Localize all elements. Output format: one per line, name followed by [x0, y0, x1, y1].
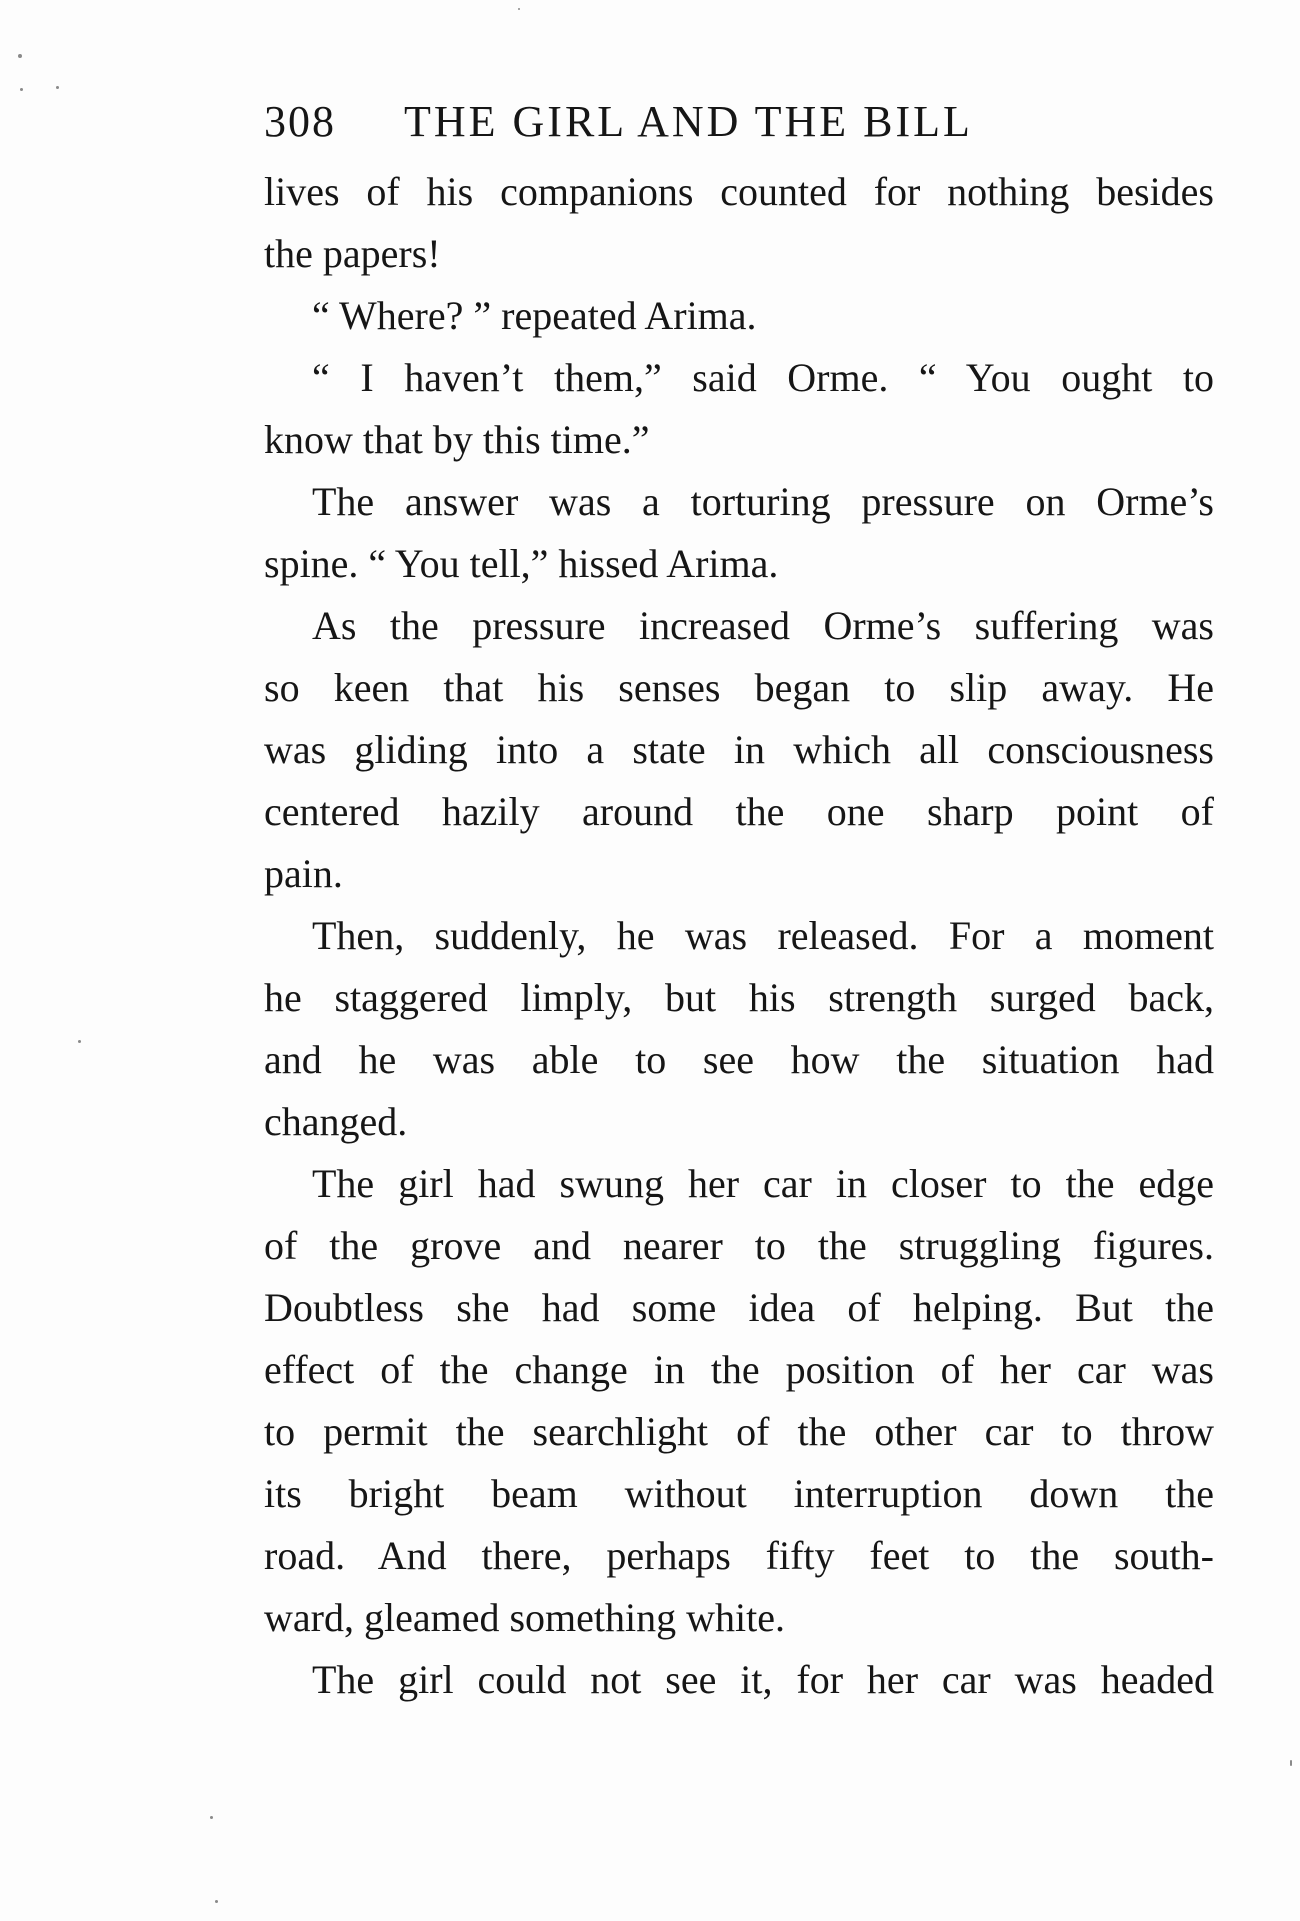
text-line: The girl had swung her car in closer to the edge: [312, 1161, 1214, 1206]
text-line: to permit the searchlight of the other car to throw: [264, 1409, 1214, 1454]
text-line: he staggered limply, but his strength surged back,: [264, 975, 1214, 1020]
scan-speck: [215, 1900, 218, 1903]
text-line: its bright beam without interruption down the: [264, 1471, 1214, 1516]
text-line: “ Where? ” repeated Arima.: [312, 293, 757, 338]
text-line: “ I haven’t them,” said Orme. “ You ought to: [312, 355, 1214, 400]
text-line: effect of the change in the position of her car was: [264, 1347, 1214, 1392]
text-line: and he was able to see how the situation had: [264, 1037, 1214, 1082]
scan-speck: [210, 1816, 213, 1819]
text-line: was gliding into a state in which all consciousness: [264, 727, 1214, 772]
text-line: the papers!: [264, 231, 441, 276]
text-line: so keen that his senses began to slip away. He: [264, 665, 1214, 710]
text-line: changed.: [264, 1099, 408, 1144]
text-line: pain.: [264, 851, 343, 896]
page-header: [264, 96, 1214, 156]
text-line: lives of his companions counted for nothing besides: [264, 169, 1214, 214]
text-line: road. And there, perhaps fifty feet to the south-: [264, 1533, 1214, 1578]
scan-speck: [518, 8, 520, 10]
scan-speck: [20, 88, 23, 91]
scan-speck: [56, 86, 59, 89]
text-line: know that by this time.”: [264, 417, 650, 462]
scan-speck: [78, 1040, 81, 1043]
text-line: ward, gleamed something white.: [264, 1595, 785, 1640]
text-line: spine. “ You tell,” hissed Arima.: [264, 541, 779, 586]
running-title: THE GIRL AND THE BILL: [404, 97, 973, 146]
scan-speck: [18, 54, 22, 58]
text-line: of the grove and nearer to the struggling figures.: [264, 1223, 1214, 1268]
text-line: Then, suddenly, he was released. For a moment: [312, 913, 1214, 958]
text-line: The answer was a torturing pressure on Orme’s: [312, 479, 1214, 524]
text-line: The girl could not see it, for her car was headed: [312, 1657, 1214, 1702]
text-line: As the pressure increased Orme’s suffering was: [312, 603, 1214, 648]
text-line: Doubtless she had some idea of helping. But the: [264, 1285, 1214, 1330]
scan-speck: [1290, 1760, 1292, 1766]
page-number: 308: [264, 97, 336, 146]
text-line: centered hazily around the one sharp point of: [264, 789, 1214, 834]
